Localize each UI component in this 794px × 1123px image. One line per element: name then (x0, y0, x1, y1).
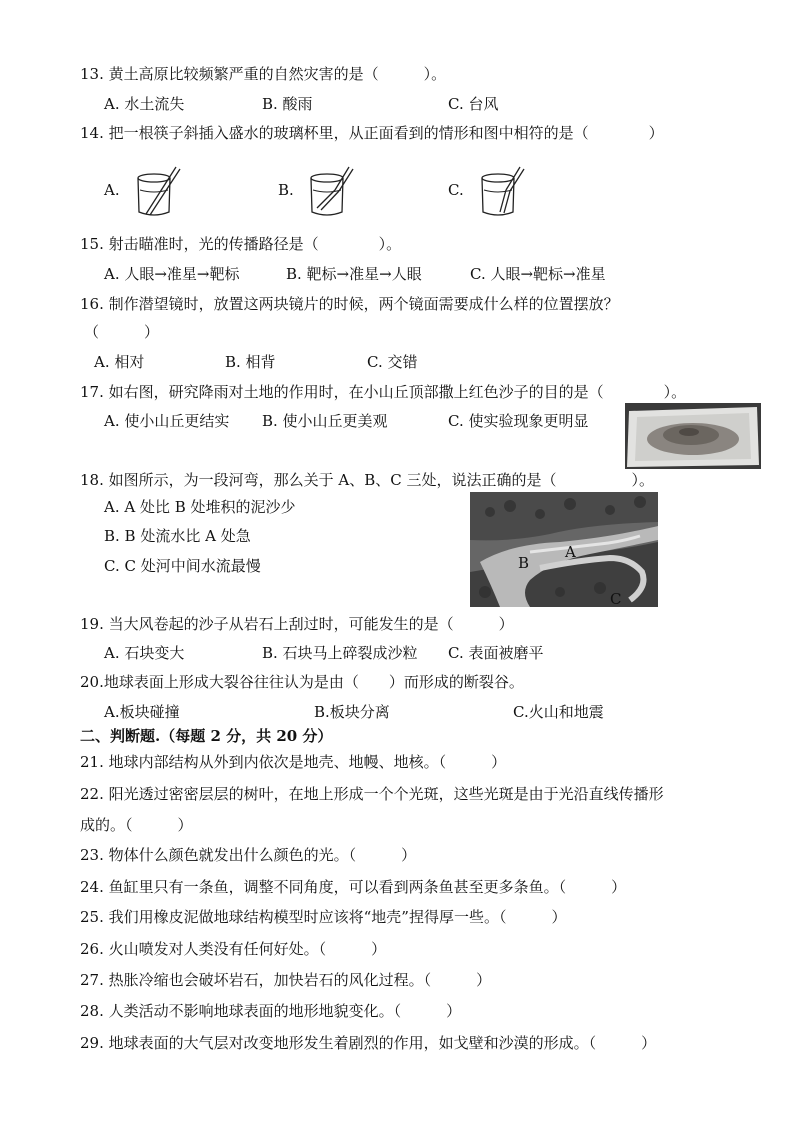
question-13-stem: 13. 黄土高原比较频繁严重的自然灾害的是（ ）。 (80, 65, 447, 83)
q20-option-c[interactable]: C.火山和地震 (513, 703, 604, 721)
question-19-stem: 19. 当大风卷起的沙子从岩石上刮过时，可能发生的是（ ） (80, 615, 514, 633)
question-18-stem: 18. 如图所示，为一段河弯，那么关于 A、B、C 三处，说法正确的是（ ）。 (80, 471, 654, 489)
q18-option-c[interactable]: C. C 处河中间水流最慢 (104, 557, 261, 575)
q20-option-b[interactable]: B.板块分离 (314, 703, 390, 721)
glass-chopstick-figure-b (305, 164, 357, 220)
q18-option-b[interactable]: B. B 处流水比 A 处急 (104, 527, 251, 545)
q19-option-b[interactable]: B. 石块马上碎裂成沙粒 (262, 644, 418, 662)
q20-option-a[interactable]: A.板块碰撞 (104, 703, 180, 721)
q17-option-a[interactable]: A. 使小山丘更结实 (104, 412, 230, 430)
q14-option-c[interactable]: C. (448, 181, 464, 199)
river-bend-photo (470, 492, 658, 607)
glass-chopstick-figure-c (476, 164, 528, 220)
river-label-c: C (610, 590, 622, 608)
q14-option-b[interactable]: B. (278, 181, 294, 199)
q16-option-b[interactable]: B. 相背 (225, 353, 276, 371)
question-16-answer-blank[interactable]: （ ） (84, 323, 160, 341)
q19-option-a[interactable]: A. 石块变大 (104, 644, 185, 662)
q15-option-b[interactable]: B. 靶标→准星→人眼 (286, 265, 422, 283)
question-17-stem: 17. 如右图，研究降雨对土地的作用时，在小山丘顶部撒上红色沙子的目的是（ ）。 (80, 383, 687, 401)
q13-option-b[interactable]: B. 酸雨 (262, 95, 313, 113)
judge-item-27: 27. 热胀冷缩也会破坏岩石，加快岩石的风化过程。（ ） (80, 971, 492, 989)
judge-item-21: 21. 地球内部结构从外到内依次是地壳、地幔、地核。（ ） (80, 753, 507, 771)
question-20-stem: 20.地球表面上形成大裂谷往往认为是由（ ）而形成的断裂谷。 (80, 673, 524, 691)
judge-item-24: 24. 鱼缸里只有一条鱼，调整不同角度，可以看到两条鱼甚至更多条鱼。（ ） (80, 878, 627, 896)
q15-option-c[interactable]: C. 人眼→靶标→准星 (470, 265, 606, 283)
q13-option-c[interactable]: C. 台风 (448, 95, 499, 113)
sand-hill-tray-photo (625, 403, 761, 469)
q18-option-a[interactable]: A. A 处比 B 处堆积的泥沙少 (104, 498, 296, 516)
glass-chopstick-figure-a (132, 164, 184, 220)
judge-item-23: 23. 物体什么颜色就发出什么颜色的光。（ ） (80, 846, 417, 864)
section-2-heading: 二、判断题.（每题 2 分，共 20 分） (80, 727, 333, 745)
question-14-stem: 14. 把一根筷子斜插入盛水的玻璃杯里，从正面看到的情形和图中相符的是（ ） (80, 124, 664, 142)
q17-option-c[interactable]: C. 使实验现象更明显 (448, 412, 589, 430)
judge-item-22: 22. 阳光透过密密层层的树叶，在地上形成一个个光斑，这些光斑是由于光沿直线传播形 (80, 785, 664, 803)
q14-option-a[interactable]: A. (104, 181, 120, 199)
river-label-a: A (565, 543, 576, 561)
q13-option-a[interactable]: A. 水土流失 (104, 95, 185, 113)
question-16-stem: 16. 制作潜望镜时，放置这两块镜片的时候，两个镜面需要成什么样的位置摆放？ (80, 295, 619, 313)
judge-item-28: 28. 人类活动不影响地球表面的地形地貌变化。（ ） (80, 1002, 462, 1020)
q16-option-c[interactable]: C. 交错 (367, 353, 418, 371)
judge-item-29: 29. 地球表面的大气层对改变地形发生着剧烈的作用，如戈壁和沙漠的形成。（ ） (80, 1034, 657, 1052)
judge-item-25: 25. 我们用橡皮泥做地球结构模型时应该将“地壳”捏得厚一些。（ ） (80, 908, 567, 926)
q16-option-a[interactable]: A. 相对 (94, 353, 145, 371)
judge-item-26: 26. 火山喷发对人类没有任何好处。（ ） (80, 940, 387, 958)
question-15-stem: 15. 射击瞄准时，光的传播路径是（ ）。 (80, 235, 402, 253)
judge-item-22-cont: 成的。（ ） (80, 816, 193, 834)
q17-option-b[interactable]: B. 使小山丘更美观 (262, 412, 388, 430)
q19-option-c[interactable]: C. 表面被磨平 (448, 644, 544, 662)
river-label-b: B (518, 554, 530, 572)
q15-option-a[interactable]: A. 人眼→准星→靶标 (104, 265, 240, 283)
